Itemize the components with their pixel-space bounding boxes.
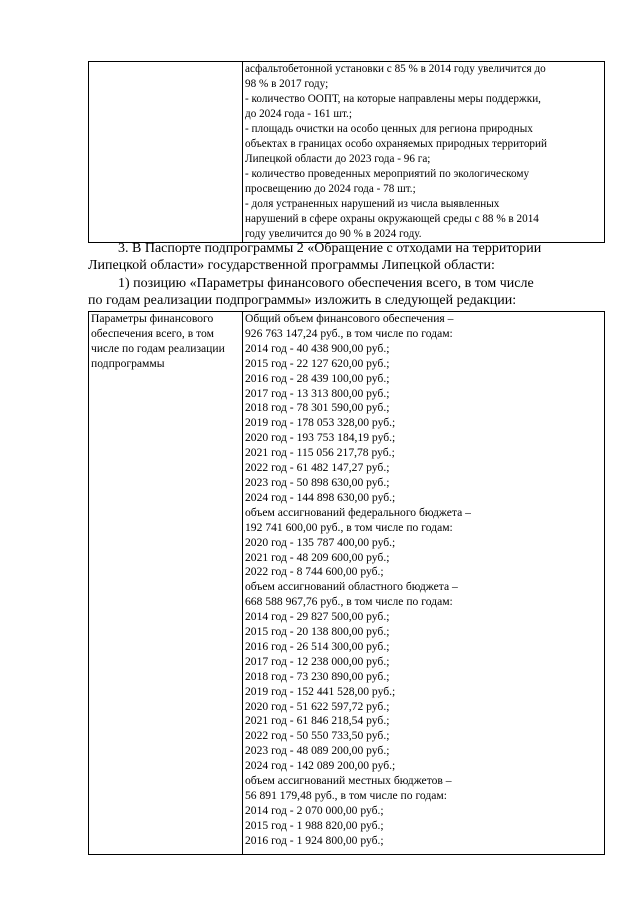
- text-line: объектах в границах особо охраняемых природных территорий: [245, 138, 547, 150]
- text-line: обеспечения всего, в том: [91, 326, 214, 340]
- table-row: [89, 312, 605, 855]
- text-line: 2021 год - 48 209 600,00 руб.;: [245, 550, 390, 564]
- text-line: 192 741 600,00 руб., в том числе по годам:: [245, 520, 453, 534]
- text-line: подпрограммы: [91, 356, 165, 370]
- text-line: 2020 год - 135 787 400,00 руб.;: [245, 535, 396, 549]
- text-line: 668 588 967,76 руб., в том числе по годам:: [245, 595, 453, 609]
- text-line: 2022 год - 61 482 147,27 руб.;: [245, 461, 390, 475]
- text-line: 2014 год - 40 438 900,00 руб.;: [245, 341, 390, 355]
- paragraph-line: 1) позицию «Параметры финансового обеспечения всего, в том числе: [118, 276, 534, 291]
- paragraph-item-3: [88, 240, 600, 274]
- text-line: 2014 год - 29 827 500,00 руб.;: [245, 610, 390, 624]
- text-line: нарушений в сфере охраны окружающей среды с 88 % в 2014: [245, 213, 539, 225]
- text-line: 2021 год - 61 846 218,54 руб.;: [245, 714, 390, 728]
- text-line: 926 763 147,24 руб., в том числе по годам:: [245, 326, 453, 340]
- text-line: - площадь очистки на особо ценных для региона природных: [245, 123, 533, 135]
- paragraph-line: Липецкой области» государственной программы Липецкой области:: [88, 258, 495, 273]
- text-line: Общий объем финансового обеспечения –: [245, 312, 454, 325]
- text-line: 2022 год - 50 550 733,50 руб.;: [245, 729, 390, 743]
- text-line: 2024 год - 144 898 630,00 руб.;: [245, 490, 396, 504]
- text-line: 2016 год - 1 924 800,00 руб.;: [245, 833, 384, 847]
- text-line: - доля устраненных нарушений из числа выявленных: [245, 198, 500, 210]
- table-cell-parameter-value: [243, 312, 605, 855]
- text-line: Параметры финансового: [91, 312, 214, 325]
- text-line: 2018 год - 78 301 590,00 руб.;: [245, 401, 390, 415]
- paragraph-line: 3. В Паспорте подпрограммы 2 «Обращение с отходами на территории: [118, 241, 542, 256]
- text-line: 2021 год - 115 056 217,78 руб.;: [245, 446, 395, 460]
- text-line: объем ассигнований местных бюджетов –: [245, 774, 452, 788]
- text-line: просвещению до 2024 года - 78 шт.;: [245, 183, 416, 195]
- text-line: 2016 год - 28 439 100,00 руб.;: [245, 371, 390, 385]
- text-line: 2018 год - 73 230 890,00 руб.;: [245, 669, 390, 683]
- text-line: до 2024 года - 161 шт.;: [245, 108, 352, 120]
- text-line: 2017 год - 13 313 800,00 руб.;: [245, 386, 390, 400]
- text-line: 2014 год - 2 070 000,00 руб.;: [245, 803, 384, 817]
- table-cell-parameter-name: [89, 312, 243, 855]
- text-line: 56 891 179,48 руб., в том числе по годам:: [245, 789, 447, 802]
- text-line: 2019 год - 178 053 328,00 руб.;: [245, 416, 396, 430]
- text-line: 2020 год - 193 753 184,19 руб.;: [245, 431, 396, 445]
- text-line: 2024 год - 142 089 200,00 руб.;: [245, 759, 396, 773]
- table-cell-right: [243, 62, 605, 243]
- text-line: 2019 год - 152 441 528,00 руб.;: [245, 684, 396, 698]
- text-line: 98 % в 2017 году;: [245, 78, 329, 90]
- text-line: 2022 год - 8 744 600,00 руб.;: [245, 565, 384, 579]
- text-line: асфальтобетонной установки с 85 % в 2014 году увеличится до: [245, 63, 546, 75]
- table-row: [89, 62, 605, 243]
- text-line: 2016 год - 26 514 300,00 руб.;: [245, 639, 390, 653]
- text-line: 2020 год - 51 622 597,72 руб.;: [245, 699, 390, 713]
- text-line: числе по годам реализации: [91, 341, 225, 355]
- text-line: 2017 год - 12 238 000,00 руб.;: [245, 654, 390, 668]
- paragraph-item-1: [88, 275, 600, 309]
- paragraph-line: по годам реализации подпрограммы» изложить в следующей редакции:: [88, 293, 517, 308]
- table-cell-left: [89, 62, 243, 243]
- text-line: году увеличится до 90 % в 2024 году.: [245, 228, 422, 240]
- text-line: объем ассигнований областного бюджета –: [245, 580, 458, 594]
- text-line: 2015 год - 20 138 800,00 руб.;: [245, 625, 390, 639]
- text-line: 2015 год - 1 988 820,00 руб.;: [245, 818, 384, 832]
- text-line: объем ассигнований федерального бюджета –: [245, 505, 471, 519]
- table-indicators-continuation: [88, 61, 605, 243]
- text-line: 2023 год - 48 089 200,00 руб.;: [245, 744, 390, 758]
- text-line: - количество ООПТ, на которые направлены меры поддержки,: [245, 93, 541, 105]
- text-line: 2023 год - 50 898 630,00 руб.;: [245, 475, 390, 489]
- table-financing-parameters: [88, 311, 605, 855]
- text-line: Липецкой области до 2023 года - 96 га;: [245, 153, 431, 165]
- text-line: - количество проведенных мероприятий по экологическому: [245, 168, 530, 180]
- text-line: 2015 год - 22 127 620,00 руб.;: [245, 356, 390, 370]
